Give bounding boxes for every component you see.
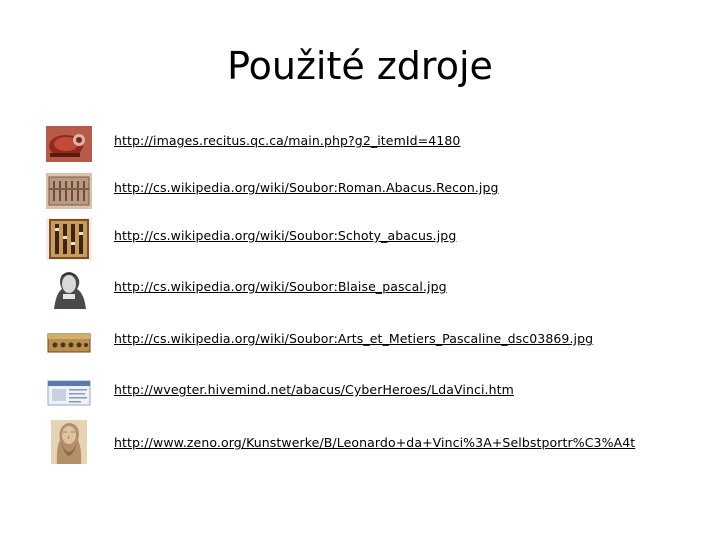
source-link[interactable]: http://wvegter.hivemind.net/abacus/CyberHeroes/LdaVinci.htm (114, 382, 514, 397)
source-link[interactable]: http://www.zeno.org/Kunstwerke/B/Leonardo+da+Vinci%3A+Selbstportr%C3%A4t (114, 435, 636, 450)
source-thumbnail-red-device (46, 126, 92, 162)
source-link[interactable]: http://cs.wikipedia.org/wiki/Soubor:Arts_et_Metiers_Pascaline_dsc03869.jpg (114, 331, 594, 346)
source-item (46, 126, 706, 166)
source-link[interactable]: http://cs.wikipedia.org/wiki/Soubor:Schoty_abacus.jpg (114, 228, 457, 243)
source-item (46, 221, 706, 261)
source-thumbnail-blaise-pascal (46, 269, 92, 311)
source-thumbnail-webpage (46, 375, 92, 411)
source-thumbnail-schoty-abacus (46, 218, 92, 260)
page-title: Použité zdroje (227, 44, 493, 88)
source-thumbnail-leonardo (46, 418, 92, 466)
source-thumbnail-roman-abacus (46, 173, 92, 209)
source-link[interactable]: http://cs.wikipedia.org/wiki/Soubor:Roman.Abacus.Recon.jpg (114, 180, 499, 195)
source-thumbnail-pascaline (46, 324, 92, 360)
source-item (46, 324, 706, 364)
source-item (46, 375, 706, 415)
source-link[interactable]: http://images.recitus.qc.ca/main.php?g2_itemId=4180 (114, 133, 461, 148)
source-item (46, 428, 706, 468)
source-link[interactable]: http://cs.wikipedia.org/wiki/Soubor:Blaise_pascal.jpg (114, 279, 447, 294)
source-item (46, 173, 706, 213)
source-item (46, 272, 706, 312)
